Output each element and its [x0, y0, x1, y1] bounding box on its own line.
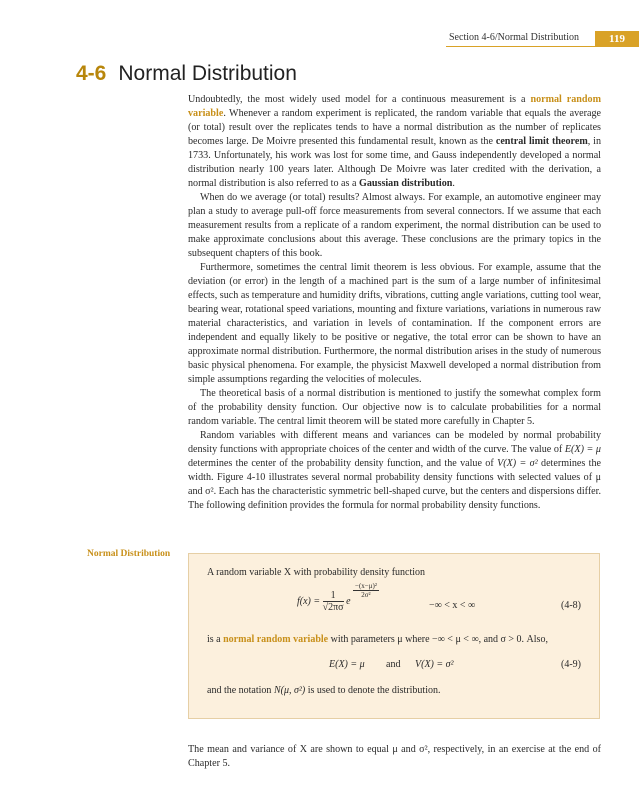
line3-text-a: and the notation	[207, 685, 274, 696]
paragraph-5	[188, 429, 601, 513]
equation-number-4-9: (4-9)	[561, 659, 581, 670]
definition-line-2	[207, 634, 548, 645]
running-header	[0, 31, 639, 47]
p5-math-sigma-sq: σ²	[205, 486, 214, 497]
normal-notation: N(μ, σ²)	[273, 685, 306, 696]
p5-text-e: . Each has the characteristic symmetric bell-shaped curve, but the centers and dispersions differ. The following definition provides the formula for normal probability density functions.	[188, 486, 601, 511]
pdf-fraction	[323, 590, 344, 613]
p5-text-d: and	[188, 486, 206, 497]
equation-number-4-8: (4-8)	[561, 600, 581, 611]
term-gaussian-distribution: Gaussian distribution	[359, 178, 453, 189]
eq-mean: E(X) = μ	[329, 659, 365, 670]
paragraph-3: Furthermore, sometimes the central limit theorem is less obvious. For example, assume that the deviation (or error) in the length of a machined part is the sum of a large number of infinitesimal effects, such as temperature and humidity drifts, vibrations, cutting angle variations, cutting tool wear, bearing wear, rotational speed variations, mounting and fixture variations, variations in numerous raw material characteristics, and variation in levels of contamination. If the component errors are independent and equally likely to be positive or negative, the total error can be shown to have an approximate normal distribution. Furthermore, the normal distribution arises in the study of numerous basic physical phenomena. For example, the physicist Maxwell developed a normal distribution from simple assumptions regarding the velocities of molecules.	[188, 262, 601, 385]
section-title-text: Normal Distribution	[118, 62, 297, 85]
eq-variance: V(X) = σ²	[415, 659, 454, 670]
pdf-numerator: 1	[323, 590, 344, 602]
header-rule	[446, 46, 595, 47]
p1-text-d: .	[452, 178, 455, 189]
running-head: Section 4-6/Normal Distribution	[449, 32, 579, 43]
paragraph-4: The theoretical basis of a normal distribution is mentioned to justify the somewhat complex form of the probability density function. Our objective now is to calculate probabilities for a normal random variable. The central limit theorem will be stated more carefully in Chapter 5.	[188, 388, 601, 427]
pdf-e: e	[346, 596, 351, 607]
pdf-exponent-den: 2σ²	[361, 591, 371, 599]
pdf-exponent	[353, 582, 379, 599]
section-title	[76, 62, 297, 86]
pdf-denominator: √2πσ	[322, 602, 344, 613]
pdf-formula	[297, 582, 379, 613]
eq-and: and	[386, 659, 401, 670]
margin-label: Normal Distribution	[87, 549, 171, 559]
paragraph-1	[188, 93, 601, 191]
p5-text-a: Random variables with different means and variances can be modeled by normal probability density functions with appropriate choices of the center and width of the curve. The value of	[188, 430, 601, 455]
pdf-lhs: f(x) =	[297, 596, 321, 607]
term-central-limit-theorem: central limit theorem	[495, 136, 588, 147]
line2-text-b: with parameters μ where −∞ < μ < ∞, and σ > 0. Also,	[328, 634, 548, 645]
term-normal-random-variable: normal random variable	[188, 94, 601, 119]
p1-text-a: Undoubtedly, the most widely used model for a continuous measurement is a	[188, 94, 531, 105]
line3-text-b: is used to denote the distribution.	[305, 685, 441, 696]
definition-box	[188, 553, 600, 719]
body-text	[188, 93, 601, 513]
section-number: 4-6	[76, 62, 107, 85]
page-number: 119	[595, 31, 639, 47]
p5-math-mean: E(X) = μ	[564, 444, 602, 455]
paragraph-2: When do we average (or total) results? Almost always. For example, an automotive engineer may plan a study to average pull-off force measurements from several connectors. If we assume that each measurement results from a replicate of a random experiment, the normal distribution can be used to make approximate conclusions about this average. These conclusions are the primary topics in the subsequent chapters of this book.	[188, 192, 601, 259]
pdf-range: −∞ < x < ∞	[429, 600, 476, 611]
line2-text-a: is a	[207, 634, 224, 645]
term-normal-random-variable-def: normal random variable	[223, 634, 329, 645]
p5-math-mu: μ	[595, 472, 601, 483]
p1-text-c: , in 1733. Unfortunately, his work was lost for some time, and Gauss independently developed a normal distribution nearly 100 years later. Although De Moivre was later credited with the derivation, a normal distribution is also referred to as a	[188, 136, 602, 189]
definition-intro: A random variable X with probability density function	[207, 567, 426, 578]
pdf-exponent-num: −(x−μ)²	[355, 582, 377, 590]
p1-text-b: . Whenever a random experiment is replicated, the random variable that equals the average (or total) result over the replicates tends to have a normal distribution as the number of replicates becomes large. De Moivre presented this fundamental result, known as the	[188, 108, 601, 147]
p5-math-variance: V(X) = σ²	[497, 458, 538, 469]
p5-text-c: determines the width. Figure 4-10 illustrates several normal probability density functions with selected values of	[188, 458, 601, 483]
closing-paragraph: The mean and variance of X are shown to equal μ and σ², respectively, in an exercise at the end of Chapter 5.	[188, 744, 601, 769]
definition-line-3	[207, 685, 440, 696]
p5-text-b: determines the center of the probability density function, and the value of	[188, 458, 498, 469]
